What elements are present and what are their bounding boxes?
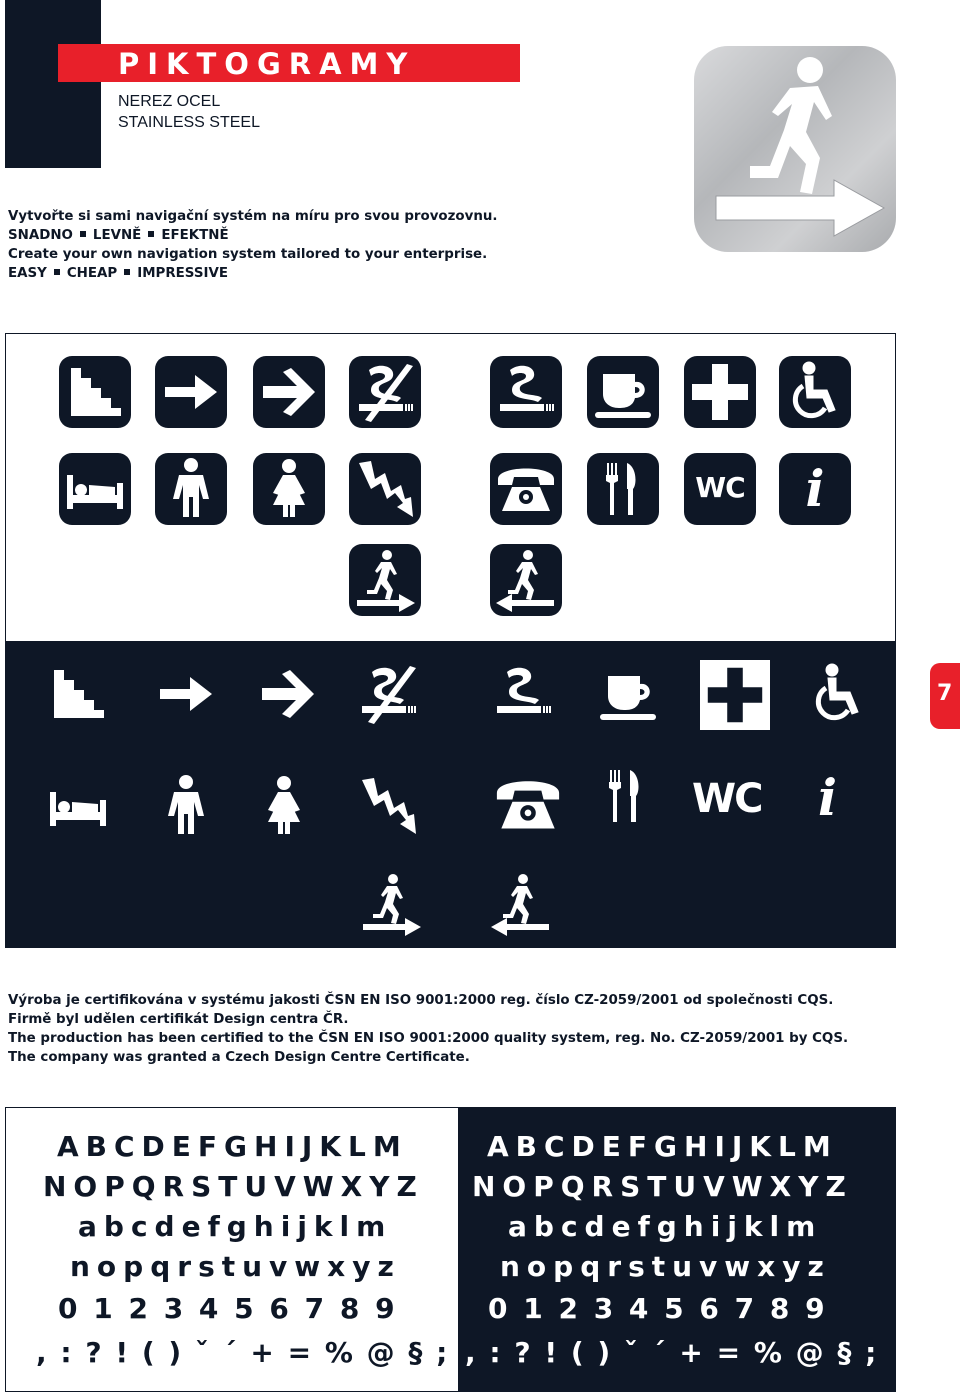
wc-icon: WC bbox=[692, 776, 762, 822]
font-digits-line: 0 1 2 3 4 5 6 7 8 9 bbox=[58, 1292, 398, 1325]
coffee-cup-icon bbox=[592, 658, 664, 730]
font-lowercase-line: abcdefghijklm bbox=[78, 1210, 393, 1243]
font-lowercase-line: nopqrstuvwxyz bbox=[500, 1250, 831, 1283]
wc-icon bbox=[684, 453, 756, 525]
woman-icon bbox=[248, 770, 320, 842]
restaurant-icon bbox=[587, 453, 659, 525]
stairs-icon bbox=[59, 356, 131, 428]
arrow-right-icon bbox=[155, 356, 227, 428]
font-digits-line: 0 1 2 3 4 5 6 7 8 9 bbox=[488, 1292, 828, 1325]
first-aid-cross-icon bbox=[700, 660, 770, 730]
cert-line: The production has been certified to the ČSN EN ISO 9001:2000 quality system, reg. No. CZ-2059/2001 by CQS. bbox=[8, 1031, 849, 1046]
font-uppercase-line: NOPQRSTUVWXYZ bbox=[472, 1170, 853, 1203]
info-icon: i bbox=[818, 768, 837, 827]
page-title: PIKTOGRAMY bbox=[118, 47, 416, 81]
cert-line: Výroba je certifikována v systému jakosti ČSN EN ISO 9001:2000 reg. číslo CZ-2059/2001 od společnosti CQS. bbox=[8, 993, 834, 1008]
first-aid-cross-icon bbox=[684, 356, 756, 428]
slogan-word: IMPRESSIVE bbox=[137, 266, 228, 281]
page-number: 7 bbox=[937, 681, 953, 706]
coffee-cup-icon bbox=[587, 356, 659, 428]
info-label: i bbox=[805, 459, 825, 518]
arrow-outline-right-icon bbox=[252, 658, 324, 730]
no-smoking-icon bbox=[349, 356, 421, 428]
info-icon bbox=[779, 453, 851, 525]
slogan-word: EFEKTNĚ bbox=[161, 228, 229, 243]
hero-steel-sign bbox=[694, 46, 896, 252]
intro-line-en: Create your own navigation system tailored to your enterprise. bbox=[8, 247, 488, 262]
font-uppercase-line: ABCDEFGHIJKLM bbox=[57, 1130, 408, 1163]
high-voltage-icon bbox=[352, 770, 424, 842]
font-uppercase-line: NOPQRSTUVWXYZ bbox=[43, 1170, 424, 1203]
emergency-exit-left-icon bbox=[490, 544, 562, 616]
arrow-outline-right-icon bbox=[253, 356, 325, 428]
bed-icon bbox=[59, 453, 131, 525]
emergency-exit-right-icon bbox=[349, 544, 421, 616]
telephone-icon bbox=[490, 453, 562, 525]
subtitle-en: STAINLESS STEEL bbox=[118, 114, 260, 131]
woman-icon bbox=[253, 453, 325, 525]
emergency-exit-right-icon bbox=[694, 46, 896, 252]
smoking-icon bbox=[490, 356, 562, 428]
cert-line: The company was granted a Czech Design Centre Certificate. bbox=[8, 1050, 470, 1065]
slogan-word: CHEAP bbox=[66, 266, 118, 281]
intro-text bbox=[8, 207, 498, 283]
stairs-icon bbox=[42, 658, 114, 730]
slogan-word: SNADNO bbox=[8, 228, 73, 243]
font-uppercase-line: ABCDEFGHIJKLM bbox=[487, 1130, 838, 1163]
no-smoking-icon bbox=[352, 658, 424, 730]
font-symbols-line: , : ? ! ( ) ˇ ´ + = % @ § ; bbox=[36, 1336, 450, 1369]
restaurant-icon bbox=[590, 760, 662, 832]
bed-icon bbox=[42, 770, 114, 842]
bullet-square bbox=[148, 231, 154, 237]
wheelchair-icon bbox=[779, 356, 851, 428]
emergency-exit-left-icon bbox=[485, 868, 557, 940]
font-symbols-line: , : ? ! ( ) ˇ ´ + = % @ § ; bbox=[465, 1336, 879, 1369]
corner-block bbox=[5, 0, 101, 168]
cert-line: Firmě byl udělen certifikát Design centra ČR. bbox=[8, 1012, 349, 1027]
intro-line-cz: Vytvořte si sami navigační systém na míru pro svou provozovnu. bbox=[8, 209, 498, 224]
certification-text bbox=[8, 991, 848, 1067]
slogan-word: EASY bbox=[8, 266, 47, 281]
emergency-exit-right-icon bbox=[355, 868, 427, 940]
slogan-word: LEVNĚ bbox=[92, 228, 142, 243]
arrow-right-icon bbox=[150, 658, 222, 730]
high-voltage-icon bbox=[349, 453, 421, 525]
intro-slogan-cz bbox=[8, 226, 498, 245]
bullet-square bbox=[80, 231, 86, 237]
font-lowercase-line: abcdefghijklm bbox=[508, 1210, 823, 1243]
intro-slogan-en bbox=[8, 264, 498, 283]
wc-label: WC bbox=[695, 471, 745, 504]
man-icon bbox=[150, 770, 222, 842]
subtitle-cz: NEREZ OCEL bbox=[118, 93, 221, 110]
font-lowercase-line: nopqrstuvwxyz bbox=[70, 1250, 401, 1283]
telephone-icon bbox=[488, 764, 560, 836]
bullet-square bbox=[124, 269, 130, 275]
smoking-icon bbox=[487, 658, 559, 730]
wheelchair-icon bbox=[802, 658, 874, 730]
bullet-square bbox=[54, 269, 60, 275]
man-icon bbox=[155, 453, 227, 525]
